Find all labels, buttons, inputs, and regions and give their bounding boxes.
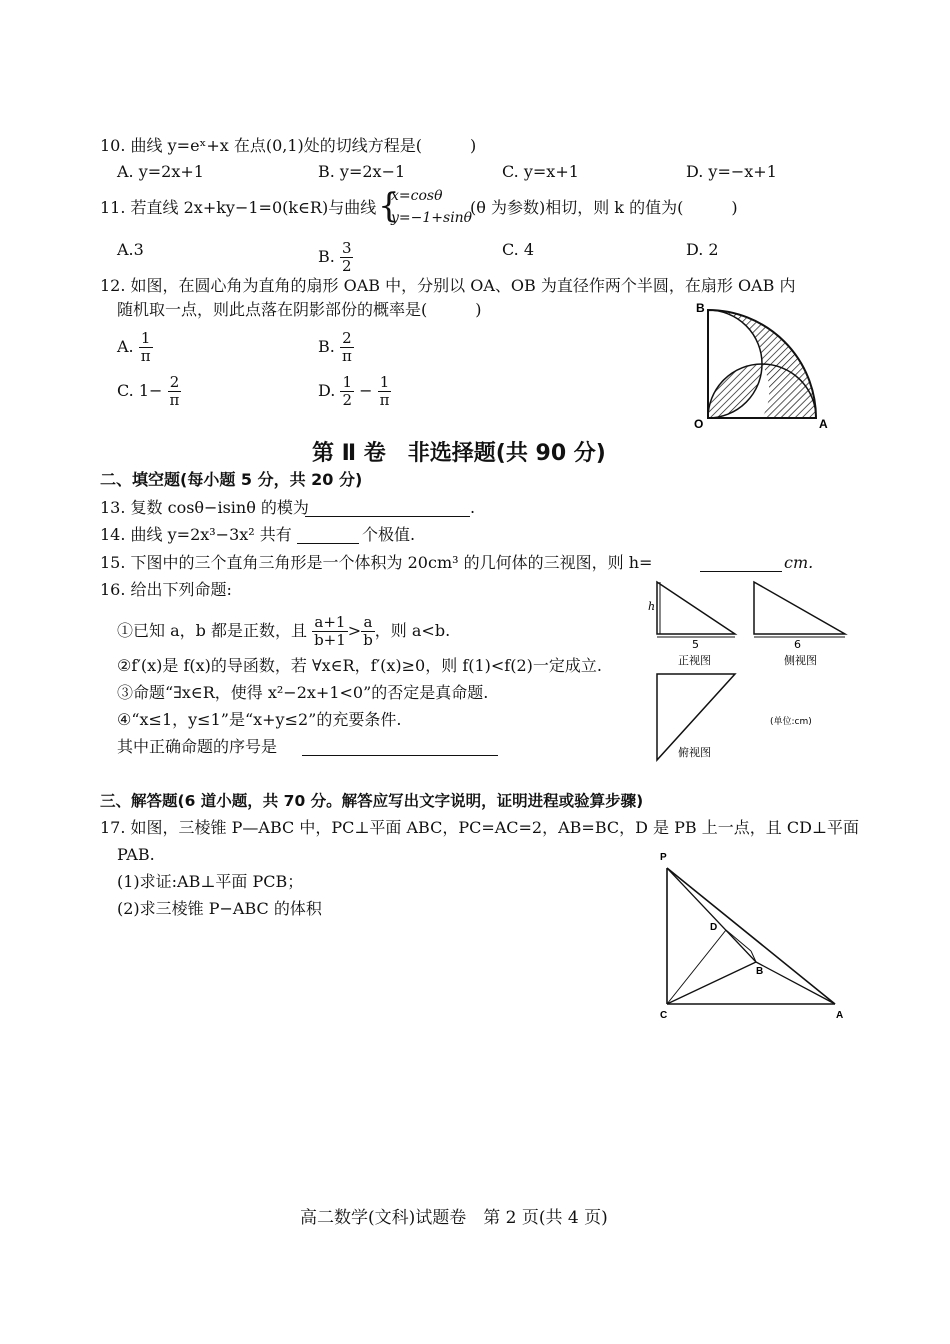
fig-label-D: D [710, 922, 718, 933]
q16-stem: 16. 给出下列命题: [100, 580, 232, 599]
q11-option-c: C. 4 [502, 240, 535, 259]
q17-part2: (2)求三棱锥 P−ABC 的体积 [117, 899, 322, 918]
q16-proposition-2: ②f′(x)是 f(x)的导函数，若 ∀x∈R，f′(x)≥0，则 f(1)<f(2)一定成立. [117, 656, 602, 675]
q16-proposition-4: ④“x≤1，y≤1”是“x+y≤2”的充要条件. [117, 710, 402, 729]
fig-label-P: P [660, 852, 667, 863]
q17-line1: 17. 如图，三棱锥 P—ABC 中，PC⊥平面 ABC，PC=AC=2，AB=BC，D 是 PB 上一点，且 CD⊥平面 [100, 818, 859, 837]
q13-text: 13. 复数 cosθ−isinθ 的模为 [100, 498, 309, 517]
three-views-figure [640, 574, 850, 766]
top-view-label: 俯视图 [678, 746, 711, 759]
q10-option-a: A. y=2x+1 [117, 162, 204, 181]
side-view-label: 侧视图 [784, 654, 817, 667]
q11-stem-post: (θ 为参数)相切，则 k 的值为( ) [470, 198, 738, 217]
page-footer: 高二数学(文科)试题卷 第 2 页(共 4 页) [300, 1208, 608, 1228]
q12-option-c: C. 1− $\frac{2}{\pi}$ [117, 373, 180, 409]
q15-text: 15. 下图中的三个直角三角形是一个体积为 20cm³ 的几何体的三视图，则 h= [100, 553, 653, 572]
unit-label: (单位:cm) [770, 717, 812, 727]
q12-option-b: B. $\frac{2}{\pi}$ [318, 329, 352, 365]
q11-system-line2: y=−1+sinθ [391, 210, 473, 226]
fig-label-C: C [660, 1010, 668, 1021]
q10-stem: 10. 曲线 y=eˣ+x 在点(0,1)处的切线方程是( ) [100, 136, 477, 155]
q11-brace: { [378, 186, 400, 226]
q16-proposition-1: ①已知 a，b 都是正数，且 $\frac{a+1}{b+1}$ > $\frac{a}{b}$ ，则 a<b. [117, 613, 451, 649]
q15-answer-blank[interactable] [700, 571, 782, 572]
shaded-region-lens [708, 364, 762, 418]
q13-answer-blank[interactable] [305, 516, 470, 517]
q14-text: 14. 曲线 y=2x³−3x² 共有 [100, 525, 292, 544]
q11-system-line1: x=cosθ [391, 188, 443, 204]
dim-front: 5 [692, 638, 699, 651]
fig-label-B: B [756, 966, 764, 977]
dim-side: 6 [794, 638, 801, 651]
front-view-label: 正视图 [678, 654, 711, 667]
q10-option-c: C. y=x+1 [502, 162, 579, 181]
q16-answer-blank[interactable] [302, 755, 498, 756]
front-view-triangle [657, 582, 735, 634]
q16-proposition-3: ③命题“∃x∈R，使得 x²−2x+1<0”的否定是真命题. [117, 683, 489, 702]
solve-section-header: 三、解答题(6 道小题，共 70 分。解答应写出文字说明，证明进程或验算步骤) [100, 792, 644, 810]
fig-label-O: O [694, 417, 704, 431]
fig-label-A: A [819, 417, 828, 431]
q11-option-a: A.3 [117, 240, 144, 259]
q10-option-d: D. y=−x+1 [686, 162, 777, 181]
q11-option-d: D. 2 [686, 240, 719, 259]
q15-unit: cm. [784, 553, 814, 572]
q10-option-b: B. y=2x−1 [318, 162, 406, 181]
q14-post: 个极值. [362, 525, 416, 544]
part2-title: 第 Ⅱ 卷 非选择题(共 90 分) [312, 441, 606, 466]
q17-part1: (1)求证:AB⊥平面 PCB； [117, 872, 304, 891]
sector-figure [690, 296, 840, 436]
fig-label-A: A [836, 1010, 844, 1021]
q12-line2: 随机取一点，则此点落在阴影部份的概率是( ) [117, 300, 482, 319]
q17-line2: PAB. [117, 845, 155, 864]
q14-answer-blank[interactable] [297, 543, 359, 544]
pyramid-figure [650, 846, 850, 1026]
q12-line1: 12. 如图，在圆心角为直角的扇形 OAB 中，分别以 OA、OB 为直径作两个半圆，在扇形 OAB 内 [100, 276, 796, 295]
q11-option-b: B. $\frac{3}{2}$ [318, 239, 352, 275]
q16-ask: 其中正确命题的序号是 [117, 737, 278, 756]
fig-label-B: B [696, 301, 705, 315]
q11-stem-pre: 11. 若直线 2x+ky−1=0(k∈R)与曲线 [100, 198, 377, 217]
fill-section-header: 二、填空题(每小题 5 分，共 20 分) [100, 470, 363, 489]
q12-option-d: D. $\frac{1}{2}$ − $\frac{1}{\pi}$ [318, 373, 390, 409]
q12-option-a: A. $\frac{1}{\pi}$ [117, 329, 151, 365]
q13-period: . [470, 498, 476, 517]
side-view-triangle [754, 582, 845, 634]
dim-h: h [648, 600, 656, 613]
